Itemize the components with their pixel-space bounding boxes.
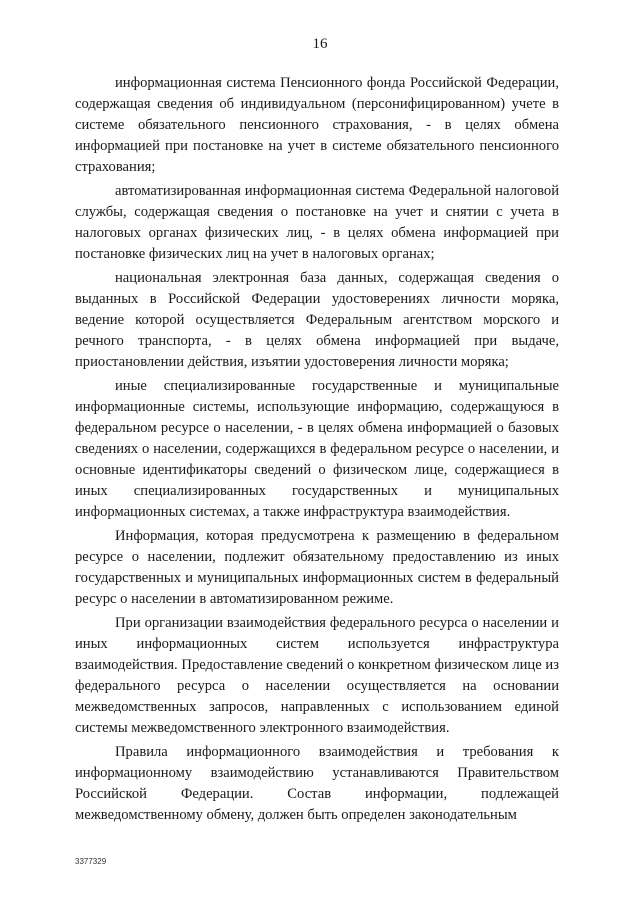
document-id: 3377329 xyxy=(75,857,107,866)
document-body xyxy=(75,73,559,826)
paragraph-mandatory-provision: Информация, которая предусмотрена к размещению в федеральном ресурсе о населении, подлежит обязательному предоставлению из иных государственных и муниципальных информационных систем в федеральный ресурс о населении в автоматизированном режиме. xyxy=(75,528,559,607)
paragraph-interaction-infrastructure: При организации взаимодействия федерального ресурса о населении и иных информационных систем используется инфраструктура взаимодействия. Предоставление сведений о конкретном физическом лице из федерального ресурса о населении осуществляется на основании межведомственных запросов, направленных с использованием единой системы межведомственного электронного взаимодействия. xyxy=(75,615,559,736)
paragraph-interaction-rules: Правила информационного взаимодействия и требования к информационному взаимодействию устанавливаются Правительством Российской Федерации. Состав информации, подлежащей межведомственному обмену, должен быть определен законодательным xyxy=(75,744,559,823)
paragraph-seafarer-database: национальная электронная база данных, содержащая сведения о выданных в Российской Федерации удостоверениях личности моряка, ведение которой осуществляется Федеральным агентством морского и речного транспорта, - в целях обмена информацией при выдаче, приостановлении действия, изъятии удостоверения личности моряка; xyxy=(75,270,559,370)
paragraph-pension-fund-system: информационная система Пенсионного фонда Российской Федерации, содержащая сведения об индивидуальном (персонифицированном) учете в системе обязательного пенсионного страхования, - в целях обмена информацией при постановке на учет в системе обязательного пенсионного страхования; xyxy=(75,75,559,175)
paragraph-other-systems: иные специализированные государственные и муниципальные информационные системы, использующие информацию, содержащуюся в федеральном ресурсе о населении, - в целях обмена информацией о базовых сведениях о населении, содержащихся в федеральном ресурсе о населении, и основные идентификаторы сведений о физическом лице, содержащиеся в иных специализированных государственных и муниципальных информационных системах, а также инфраструктура взаимодействия. xyxy=(75,378,559,520)
page-number: 16 xyxy=(312,36,328,52)
paragraph-tax-service-system: автоматизированная информационная система Федеральной налоговой службы, содержащая сведения о постановке на учет и снятии с учета в налоговых органах физических лиц, - в целях обмена информацией при постановке физических лиц на учет в налоговых органах; xyxy=(75,183,559,262)
